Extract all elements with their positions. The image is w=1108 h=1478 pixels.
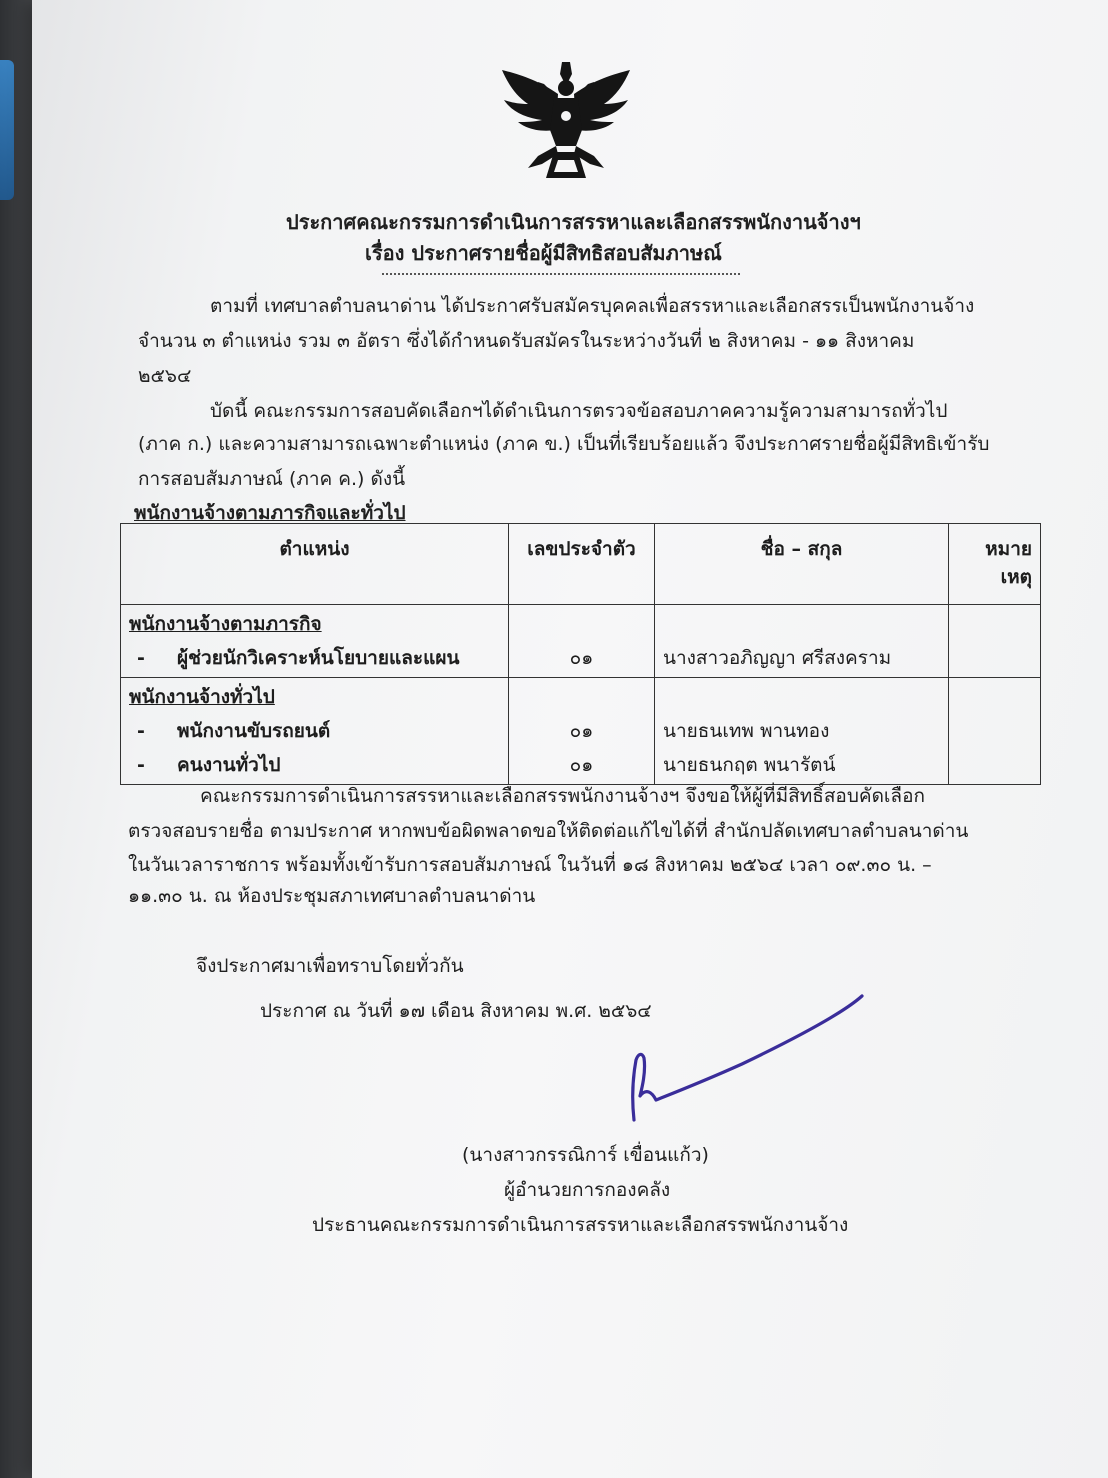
para2-line2: (ภาค ก.) และความสามารถเฉพาะตำแหน่ง (ภาค ข.) เป็นที่เรียบร้อยแล้ว จึงประกาศรายชื่อผู้มีสิทธิเข้ารับ [138, 433, 990, 455]
table-header-row [121, 524, 1041, 605]
para3-line2: ตรวจสอบรายชื่อ ตามประกาศ หากพบข้อผิดพลาดขอให้ติดต่อแก้ไขได้ที่ สำนักปลัดเทศบาลตำบลนาด่าน [128, 820, 969, 842]
table-group-mission [121, 605, 1041, 678]
row-id: ๐๑ [569, 720, 594, 742]
desk-light [0, 60, 14, 200]
row-name: นางสาวอภิญญา ศรีสงคราม [663, 647, 892, 669]
group-mission-position-cell [121, 605, 509, 678]
group-general-remark-cell [949, 678, 1041, 785]
group-label: พนักงานจ้างตามภารกิจ [129, 613, 322, 635]
table-group-general [121, 678, 1041, 785]
table-row [129, 748, 500, 782]
document-subject: เรื่อง ประกาศรายชื่อผู้มีสิทธิสอบสัมภาษณ์ [365, 241, 722, 265]
row-id: ๐๑ [569, 647, 594, 669]
row-name: นายธนกฤต พนารัตน์ [663, 754, 836, 776]
group-general-name-cell [655, 678, 949, 785]
row-position: คนงานทั่วไป [177, 754, 281, 776]
header-remark [949, 524, 1041, 605]
header-remark-line1: หมาย [985, 538, 1032, 560]
section-heading: พนักงานจ้างตามภารกิจและทั่วไป [134, 502, 406, 524]
date-line: ประกาศ ณ วันที่ ๑๗ เดือน สิงหาคม พ.ศ. ๒๕๖๔ [260, 1000, 652, 1022]
header-name: ชื่อ – สกุล [655, 524, 949, 605]
para2-line1: บัดนี้ คณะกรรมการสอบคัดเลือกฯได้ดำเนินการตรวจข้อสอบภาคความรู้ความสามารถทั่วไป [210, 400, 948, 422]
para1-line3: ๒๕๖๔ [138, 365, 192, 387]
announce-line: จึงประกาศมาเพื่อทราบโดยทั่วกัน [196, 955, 464, 977]
group-label: พนักงานจ้างทั่วไป [129, 686, 275, 708]
para3-line3: ในวันเวลาราชการ พร้อมทั้งเข้ารับการสอบสัมภาษณ์ ในวันที่ ๑๘ สิงหาคม ๒๕๖๔ เวลา ๐๙.๓๐ น. – [128, 854, 932, 876]
group-mission-id-cell [509, 605, 655, 678]
row-position: พนักงานขับรถยนต์ [177, 720, 331, 742]
para3-line4: ๑๑.๓๐ น. ณ ห้องประชุมสภาเทศบาลตำบลนาด่าน [128, 885, 536, 907]
candidates-table [120, 523, 1041, 785]
header-id: เลขประจำตัว [509, 524, 655, 605]
para3-line1: คณะกรรมการดำเนินการสรรหาและเลือกสรรพนักงานจ้างฯ จึงขอให้ผู้ที่มีสิทธิ์สอบคัดเลือก [200, 785, 925, 807]
table-row [129, 714, 500, 748]
header-remark-line2: เหตุ [1000, 566, 1032, 588]
group-general-position-cell [121, 678, 509, 785]
document-page [32, 0, 1108, 1478]
row-dash: - [137, 720, 145, 742]
para1-line2: จำนวน ๓ ตำแหน่ง รวม ๓ อัตรา ซึ่งได้กำหนดรับสมัครในระหว่างวันที่ ๒ สิงหาคม - ๑๑ สิงหาคม [138, 330, 915, 352]
row-dash: - [137, 754, 145, 776]
signer-name: (นางสาวกรรณิการ์ เขื่อนแก้ว) [462, 1144, 709, 1166]
handwritten-signature-icon [622, 992, 902, 1122]
dotted-divider [382, 273, 740, 275]
group-mission-remark-cell [949, 605, 1041, 678]
row-position: ผู้ช่วยนักวิเคราะห์นโยบายและแผน [177, 647, 460, 669]
signer-title: ผู้อำนวยการกองคลัง [504, 1179, 671, 1201]
signer-committee-title: ประธานคณะกรรมการดำเนินการสรรหาและเลือกสรรพนักงานจ้าง [312, 1214, 849, 1236]
garuda-emblem-icon [498, 60, 634, 180]
row-id: ๐๑ [569, 754, 594, 776]
group-general-id-cell [509, 678, 655, 785]
para1-line1: ตามที่ เทศบาลตำบลนาด่าน ได้ประกาศรับสมัครบุคคลเพื่อสรรหาและเลือกสรรเป็นพนักงานจ้าง [210, 295, 975, 317]
table-row [129, 641, 500, 675]
document-title: ประกาศคณะกรรมการดำเนินการสรรหาและเลือกสรรพนักงานจ้างฯ [286, 210, 861, 234]
para2-line3: การสอบสัมภาษณ์ (ภาค ค.) ดังนี้ [138, 468, 406, 490]
group-mission-name-cell [655, 605, 949, 678]
header-position: ตำแหน่ง [121, 524, 509, 605]
row-name: นายธนเทพ พานทอง [663, 720, 830, 742]
row-dash: - [137, 647, 145, 669]
